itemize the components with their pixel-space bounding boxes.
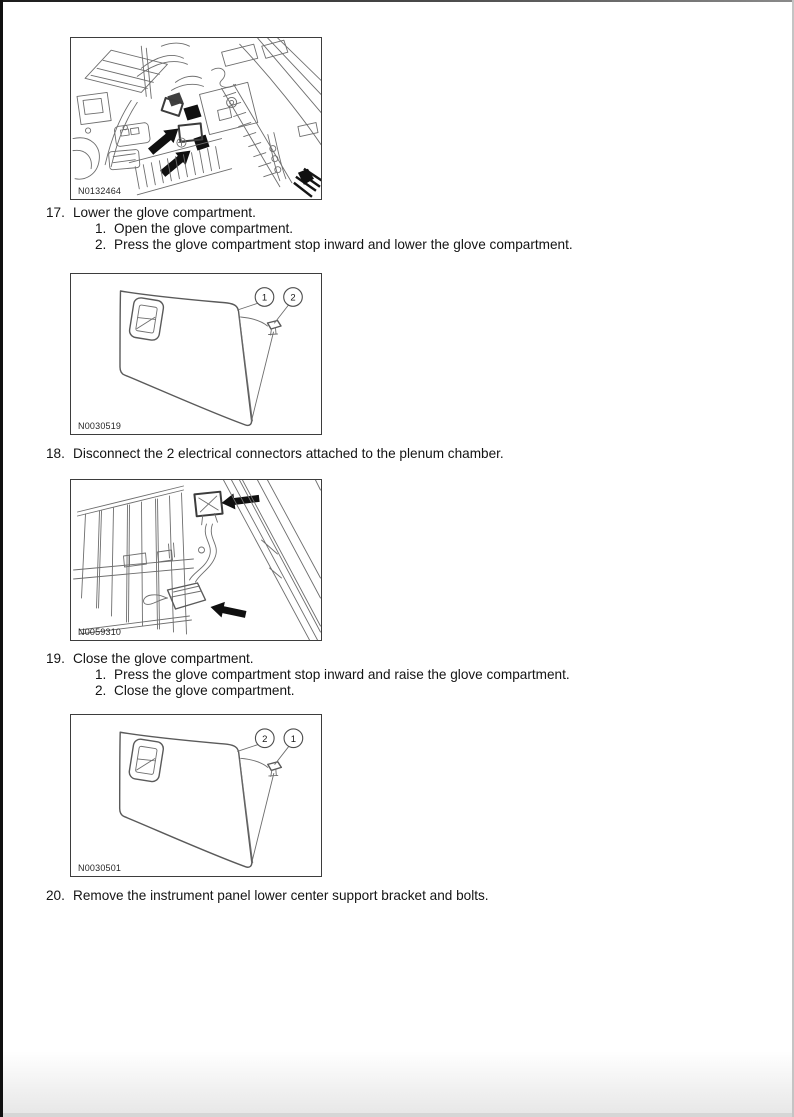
step-text: Remove the instrument panel lower center support bracket and bolts.	[73, 888, 489, 903]
callout-1-label: 1	[290, 733, 297, 745]
lower-connector	[144, 583, 206, 609]
pointer-arrow-icon	[209, 599, 248, 622]
callout-2-label: 2	[290, 292, 296, 304]
substep-number: 1.	[95, 221, 107, 236]
substep	[0, 667, 770, 683]
substep-number: 2.	[95, 237, 107, 252]
glove-box-illustration	[71, 715, 321, 876]
page-bottom-edge	[0, 1113, 794, 1117]
page-top-edge	[0, 0, 794, 2]
substep-number: 1.	[95, 667, 107, 682]
step-18	[0, 446, 770, 462]
figure-label: N0132464	[78, 186, 122, 196]
glove-box-handle	[129, 297, 165, 341]
step-number: 19.	[46, 651, 65, 666]
substep-text: Close the glove compartment.	[114, 683, 295, 698]
connector-block	[183, 104, 201, 120]
step-line	[0, 651, 770, 667]
substep-text: Open the glove compartment.	[114, 221, 294, 236]
step-line	[0, 888, 770, 904]
step-19	[0, 651, 770, 699]
callout-1-label: 1	[261, 292, 268, 304]
step-number: 17.	[46, 205, 65, 220]
substep-text: Press the glove compartment stop inward and lower the glove compartment.	[114, 237, 573, 252]
figure-glove-box-open	[70, 273, 322, 435]
callout-2-label: 2	[262, 733, 268, 745]
step-20	[0, 888, 770, 904]
substep	[0, 237, 770, 253]
substep-number: 2.	[95, 683, 107, 698]
figure-label: N0059310	[78, 627, 122, 637]
step-text: Close the glove compartment.	[73, 651, 254, 666]
upper-connector	[194, 492, 223, 526]
glove-box-handle	[128, 738, 164, 782]
page-left-edge	[0, 0, 3, 1117]
figure-label: N0030519	[78, 421, 122, 431]
step-line	[0, 205, 770, 221]
figure-plenum-connectors	[70, 479, 322, 641]
figure-under-dash	[70, 37, 322, 200]
under-dash-illustration	[71, 38, 321, 199]
step-text: Lower the glove compartment.	[73, 205, 256, 220]
substep	[0, 221, 770, 237]
figure-glove-box-close	[70, 714, 322, 877]
step-17	[0, 205, 770, 253]
step-number: 18.	[46, 446, 65, 461]
step-number: 20.	[46, 888, 65, 903]
substep	[0, 683, 770, 699]
step-line	[0, 446, 770, 462]
figure-label: N0030501	[78, 863, 122, 873]
pointer-arrow-icon	[160, 151, 190, 177]
step-text: Disconnect the 2 electrical connectors attached to the plenum chamber.	[73, 446, 504, 461]
glove-box-illustration	[71, 274, 321, 434]
page-bottom-shadow	[0, 1051, 794, 1113]
plenum-illustration	[71, 480, 321, 640]
substep-text: Press the glove compartment stop inward and raise the glove compartment.	[114, 667, 570, 682]
